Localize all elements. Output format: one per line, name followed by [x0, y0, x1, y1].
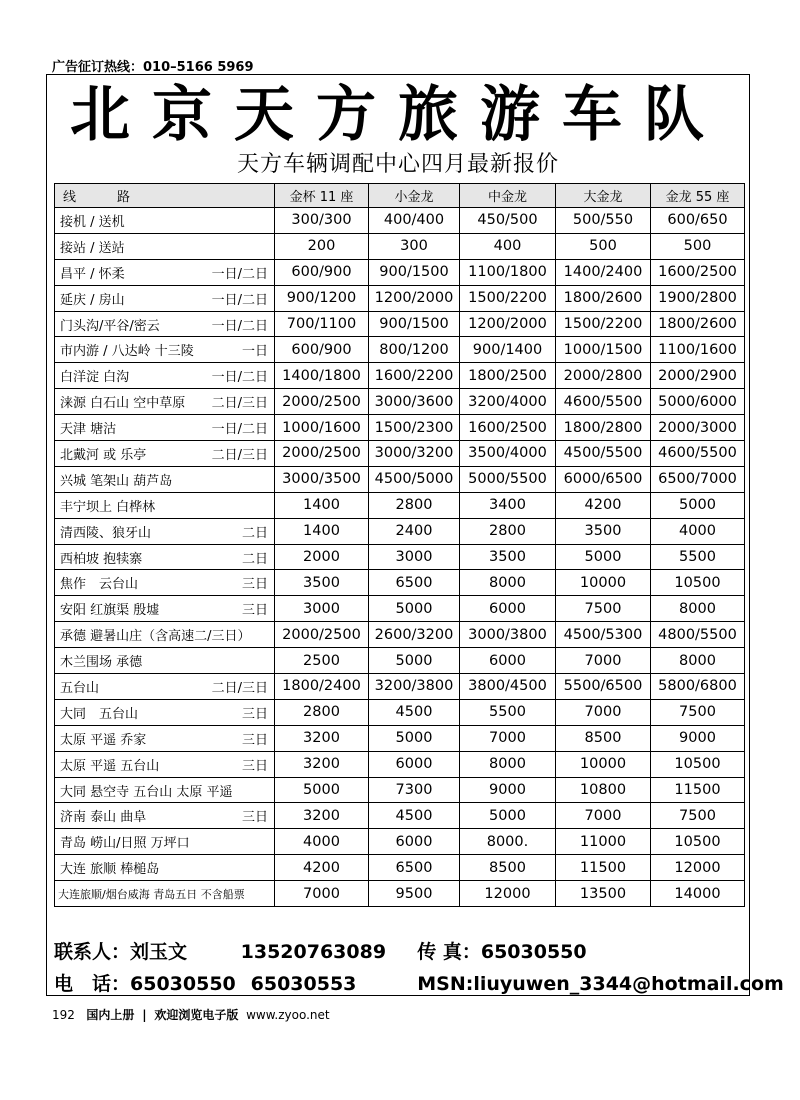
- price-cell: 6000/6500: [556, 466, 651, 492]
- price-cell: 1400/1800: [275, 363, 369, 389]
- price-cell: 1100/1800: [460, 259, 556, 285]
- price-cell: 3800/4500: [460, 674, 556, 700]
- route-days: 三日: [241, 758, 268, 774]
- price-cell: 2000: [275, 544, 369, 570]
- route-name: 昌平 / 怀柔: [60, 266, 125, 282]
- price-cell: 4500/5000: [369, 466, 460, 492]
- price-cell: 6000: [369, 829, 460, 855]
- price-cell: 3000: [369, 544, 460, 570]
- route-name: 涞源 白石山 空中草原: [60, 396, 186, 412]
- route-name: 安阳 红旗渠 殷墟: [60, 603, 160, 619]
- route-cell: [55, 259, 275, 285]
- price-cell: 4200: [275, 855, 369, 881]
- route-cell: [55, 441, 275, 467]
- price-cell: 6500: [369, 570, 460, 596]
- price-cell: 4500: [369, 699, 460, 725]
- route-name: 北戴河 或 乐亭: [60, 447, 147, 463]
- price-table: [54, 183, 745, 907]
- price-cell: 500: [556, 233, 651, 259]
- route-name: 西柏坡 抱犊寨: [60, 551, 143, 567]
- route-cell: [55, 881, 275, 907]
- table-row: [55, 570, 745, 596]
- price-cell: 7300: [369, 777, 460, 803]
- route-days: 一日/二日: [211, 422, 268, 438]
- route-name: 济南 泰山 曲阜: [60, 810, 147, 826]
- route-cell: [55, 518, 275, 544]
- price-cell: 3500: [556, 518, 651, 544]
- price-cell: 1200/2000: [460, 311, 556, 337]
- price-cell: 9500: [369, 881, 460, 907]
- price-cell: 8500: [460, 855, 556, 881]
- price-cell: 500/550: [556, 208, 651, 234]
- route-cell: [55, 311, 275, 337]
- route-name: 承德 避暑山庄（含高速二/三日）: [60, 629, 251, 645]
- route-name: 大连 旅顺 棒槌岛: [60, 862, 160, 878]
- contact-person: 联系人：刘玉文: [54, 941, 188, 963]
- table-row: [55, 233, 745, 259]
- price-cell: 1000/1500: [556, 337, 651, 363]
- table-row: [55, 285, 745, 311]
- route-cell: [55, 622, 275, 648]
- route-cell: [55, 389, 275, 415]
- route-days: 三日: [241, 810, 268, 826]
- price-cell: 600/900: [275, 337, 369, 363]
- route-cell: [55, 208, 275, 234]
- route-name: 青岛 崂山/日照 万坪口: [60, 836, 190, 852]
- price-cell: 11500: [556, 855, 651, 881]
- price-cell: 900/1500: [369, 311, 460, 337]
- price-cell: 1600/2200: [369, 363, 460, 389]
- price-cell: 1900/2800: [651, 285, 745, 311]
- price-cell: 3500: [460, 544, 556, 570]
- route-name: 太原 平遥 乔家: [60, 732, 147, 748]
- table-row: [55, 208, 745, 234]
- route-name: 大同 悬空寺 五台山 太原 平遥: [60, 784, 233, 800]
- route-cell: [55, 725, 275, 751]
- route-name: 大同 五台山: [60, 706, 139, 722]
- price-cell: 10000: [556, 570, 651, 596]
- footer-separator: |: [142, 1008, 147, 1022]
- price-cell: 10000: [556, 751, 651, 777]
- route-name: 焦作 云台山: [60, 577, 139, 593]
- price-cell: 3500/4000: [460, 441, 556, 467]
- header-big-jinlong: 大金龙: [556, 184, 651, 208]
- route-name: 门头沟/平谷/密云: [60, 318, 160, 334]
- footer-website-link[interactable]: www.zyoo.net: [246, 1008, 330, 1022]
- route-name: 市内游 / 八达岭 十三陵: [60, 344, 194, 360]
- table-row: [55, 492, 745, 518]
- route-cell: [55, 855, 275, 881]
- price-cell: 4600/5500: [651, 441, 745, 467]
- price-cell: 13500: [556, 881, 651, 907]
- price-cell: 3200/4000: [460, 389, 556, 415]
- route-cell: [55, 233, 275, 259]
- table-row: [55, 881, 745, 907]
- route-days: 一日/二日: [211, 266, 268, 282]
- price-cell: 3400: [460, 492, 556, 518]
- price-cell: 5000: [460, 803, 556, 829]
- price-cell: 200: [275, 233, 369, 259]
- contact-msn: MSN:liuyuwen_3344@hotmail.com: [417, 973, 784, 995]
- price-cell: 1400: [275, 518, 369, 544]
- price-cell: 8500: [556, 725, 651, 751]
- price-cell: 500: [651, 233, 745, 259]
- price-cell: 1800/2400: [275, 674, 369, 700]
- table-row: [55, 725, 745, 751]
- price-cell: 2000/2500: [275, 622, 369, 648]
- price-cell: 8000: [651, 648, 745, 674]
- price-cell: 5000/5500: [460, 466, 556, 492]
- price-cell: 2000/2800: [556, 363, 651, 389]
- price-cell: 400: [460, 233, 556, 259]
- header-mid-jinlong: 中金龙: [460, 184, 556, 208]
- route-name: 天津 塘沽: [60, 422, 117, 438]
- price-cell: 4800/5500: [651, 622, 745, 648]
- price-cell: 8000: [460, 570, 556, 596]
- price-cell: 2800: [369, 492, 460, 518]
- price-cell: 12000: [460, 881, 556, 907]
- price-cell: 5000: [369, 725, 460, 751]
- price-cell: 14000: [651, 881, 745, 907]
- price-cell: 12000: [651, 855, 745, 881]
- price-cell: 1100/1600: [651, 337, 745, 363]
- route-name: 大连旅顺/烟台威海 青岛五日 不含船票: [58, 887, 245, 901]
- route-name: 清西陵、狼牙山: [60, 525, 152, 541]
- price-cell: 10800: [556, 777, 651, 803]
- route-days: 三日: [241, 706, 268, 722]
- table-row: [55, 311, 745, 337]
- table-row: [55, 855, 745, 881]
- price-cell: 1500/2200: [556, 311, 651, 337]
- price-cell: 7000: [460, 725, 556, 751]
- price-cell: 900/1500: [369, 259, 460, 285]
- route-name: 白洋淀 白沟: [60, 370, 130, 386]
- price-cell: 5000: [369, 648, 460, 674]
- footer-section: 国内上册: [86, 1008, 135, 1022]
- route-days: 三日: [241, 603, 268, 619]
- route-cell: [55, 829, 275, 855]
- price-cell: 2000/2900: [651, 363, 745, 389]
- route-cell: [55, 699, 275, 725]
- price-cell: 5000/6000: [651, 389, 745, 415]
- price-cell: 8000.: [460, 829, 556, 855]
- price-cell: 6000: [460, 596, 556, 622]
- price-cell: 7000: [275, 881, 369, 907]
- price-cell: 4000: [651, 518, 745, 544]
- price-cell: 300/300: [275, 208, 369, 234]
- price-cell: 5500: [651, 544, 745, 570]
- route-cell: [55, 596, 275, 622]
- price-cell: 2600/3200: [369, 622, 460, 648]
- route-name: 五台山: [60, 680, 100, 696]
- price-cell: 3200: [275, 751, 369, 777]
- price-cell: 6500: [369, 855, 460, 881]
- route-name: 延庆 / 房山: [60, 292, 125, 308]
- price-cell: 3200: [275, 803, 369, 829]
- table-row: [55, 544, 745, 570]
- header-small-jinlong: 小金龙: [369, 184, 460, 208]
- price-cell: 2800: [460, 518, 556, 544]
- route-days: 二日/三日: [211, 680, 268, 696]
- price-cell: 1500/2300: [369, 415, 460, 441]
- price-cell: 5800/6800: [651, 674, 745, 700]
- price-cell: 4600/5500: [556, 389, 651, 415]
- price-cell: 4500: [369, 803, 460, 829]
- price-cell: 5500/6500: [556, 674, 651, 700]
- price-cell: 10500: [651, 751, 745, 777]
- table-row: [55, 803, 745, 829]
- price-cell: 6000: [369, 751, 460, 777]
- price-cell: 6500/7000: [651, 466, 745, 492]
- table-row: [55, 829, 745, 855]
- contact-line-1: [54, 937, 754, 964]
- contact-line-2: [54, 969, 784, 996]
- price-cell: 3000: [275, 596, 369, 622]
- table-row: [55, 518, 745, 544]
- table-row: [55, 777, 745, 803]
- price-cell: 600/650: [651, 208, 745, 234]
- price-cell: 1800/2600: [556, 285, 651, 311]
- price-cell: 3000/3500: [275, 466, 369, 492]
- company-title: 北京天方旅游车队: [70, 80, 726, 150]
- table-header-row: [55, 184, 745, 208]
- price-cell: 5000: [651, 492, 745, 518]
- route-name: 接站 / 送站: [60, 240, 125, 256]
- route-days: 一日/二日: [211, 318, 268, 334]
- price-cell: 1600/2500: [651, 259, 745, 285]
- price-cell: 800/1200: [369, 337, 460, 363]
- price-cell: 1000/1600: [275, 415, 369, 441]
- price-cell: 900/1400: [460, 337, 556, 363]
- route-name: 丰宁坝上 白桦林: [60, 499, 156, 515]
- price-cell: 3000/3600: [369, 389, 460, 415]
- price-cell: 3500: [275, 570, 369, 596]
- table-row: [55, 415, 745, 441]
- route-cell: [55, 570, 275, 596]
- price-cell: 3200/3800: [369, 674, 460, 700]
- table-row: [55, 363, 745, 389]
- route-days: 一日/二日: [211, 292, 268, 308]
- price-cell: 600/900: [275, 259, 369, 285]
- route-days: 二日/三日: [211, 447, 268, 463]
- route-days: 三日: [241, 732, 268, 748]
- route-cell: [55, 492, 275, 518]
- table-row: [55, 648, 745, 674]
- price-cell: 3000/3800: [460, 622, 556, 648]
- price-cell: 4500/5500: [556, 441, 651, 467]
- table-row: [55, 596, 745, 622]
- price-cell: 8000: [651, 596, 745, 622]
- route-cell: [55, 337, 275, 363]
- price-cell: 900/1200: [275, 285, 369, 311]
- price-cell: 4500/5300: [556, 622, 651, 648]
- table-row: [55, 259, 745, 285]
- price-cell: 9000: [651, 725, 745, 751]
- page-number: 192: [52, 1008, 75, 1022]
- route-cell: [55, 415, 275, 441]
- price-cell: 400/400: [369, 208, 460, 234]
- price-cell: 8000: [460, 751, 556, 777]
- page-footer: [52, 1006, 330, 1023]
- ad-hotline: 广告征订热线：010–5166 5969: [52, 60, 254, 75]
- price-cell: 1800/2600: [651, 311, 745, 337]
- route-name: 接机 / 送机: [60, 214, 125, 230]
- price-cell: 7000: [556, 648, 651, 674]
- route-days: 一日/二日: [211, 370, 268, 386]
- price-subtitle: 天方车辆调配中心四月最新报价: [236, 152, 559, 177]
- price-cell: 1800/2800: [556, 415, 651, 441]
- header-route: 线 路: [55, 184, 275, 208]
- price-cell: 4200: [556, 492, 651, 518]
- table-row: [55, 441, 745, 467]
- table-row: [55, 674, 745, 700]
- route-days: 一日: [241, 344, 268, 360]
- price-cell: 5000: [275, 777, 369, 803]
- price-cell: 7000: [556, 699, 651, 725]
- header-jinlong-55: 金龙 55 座: [651, 184, 745, 208]
- route-cell: [55, 466, 275, 492]
- table-row: [55, 699, 745, 725]
- route-days: 二日/三日: [211, 396, 268, 412]
- price-cell: 7500: [651, 699, 745, 725]
- route-cell: [55, 363, 275, 389]
- contact-fax: 传 真：65030550: [417, 941, 587, 963]
- price-cell: 7000: [556, 803, 651, 829]
- header-jinbei-11: 金杯 11 座: [275, 184, 369, 208]
- price-cell: 11500: [651, 777, 745, 803]
- price-cell: 10500: [651, 829, 745, 855]
- price-cell: 1500/2200: [460, 285, 556, 311]
- price-cell: 450/500: [460, 208, 556, 234]
- price-cell: 2000/2500: [275, 389, 369, 415]
- price-cell: 7500: [556, 596, 651, 622]
- route-cell: [55, 803, 275, 829]
- price-cell: 2000/3000: [651, 415, 745, 441]
- price-cell: 5000: [556, 544, 651, 570]
- price-cell: 7500: [651, 803, 745, 829]
- price-cell: 1400/2400: [556, 259, 651, 285]
- price-table-body: [55, 208, 745, 907]
- price-cell: 3200: [275, 725, 369, 751]
- route-cell: [55, 285, 275, 311]
- route-cell: [55, 544, 275, 570]
- table-row: [55, 389, 745, 415]
- table-row: [55, 466, 745, 492]
- price-cell: 1800/2500: [460, 363, 556, 389]
- price-cell: 1600/2500: [460, 415, 556, 441]
- price-cell: 2400: [369, 518, 460, 544]
- route-name: 太原 平遥 五台山: [60, 758, 160, 774]
- table-row: [55, 337, 745, 363]
- price-cell: 5500: [460, 699, 556, 725]
- price-cell: 700/1100: [275, 311, 369, 337]
- price-cell: 2500: [275, 648, 369, 674]
- route-cell: [55, 751, 275, 777]
- price-cell: 1200/2000: [369, 285, 460, 311]
- price-cell: 2800: [275, 699, 369, 725]
- route-name: 兴城 笔架山 葫芦岛: [60, 473, 173, 489]
- contact-phone: 电 话：65030550: [54, 973, 236, 995]
- route-days: 二日: [241, 551, 268, 567]
- route-name: 木兰围场 承德: [60, 655, 143, 671]
- route-cell: [55, 777, 275, 803]
- price-cell: 300: [369, 233, 460, 259]
- price-cell: 11000: [556, 829, 651, 855]
- contact-phone-2: 65030553: [250, 973, 357, 995]
- route-cell: [55, 674, 275, 700]
- price-cell: 6000: [460, 648, 556, 674]
- price-cell: 4000: [275, 829, 369, 855]
- contact-mobile: 13520763089: [240, 941, 387, 963]
- footer-welcome: 欢迎浏览电子版: [154, 1008, 239, 1022]
- price-cell: 1400: [275, 492, 369, 518]
- route-cell: [55, 648, 275, 674]
- route-days: 二日: [241, 525, 268, 541]
- table-row: [55, 751, 745, 777]
- price-cell: 3000/3200: [369, 441, 460, 467]
- table-row: [55, 622, 745, 648]
- price-cell: 2000/2500: [275, 441, 369, 467]
- price-cell: 5000: [369, 596, 460, 622]
- route-days: 三日: [241, 577, 268, 593]
- price-cell: 9000: [460, 777, 556, 803]
- price-cell: 10500: [651, 570, 745, 596]
- price-sheet: [46, 74, 784, 996]
